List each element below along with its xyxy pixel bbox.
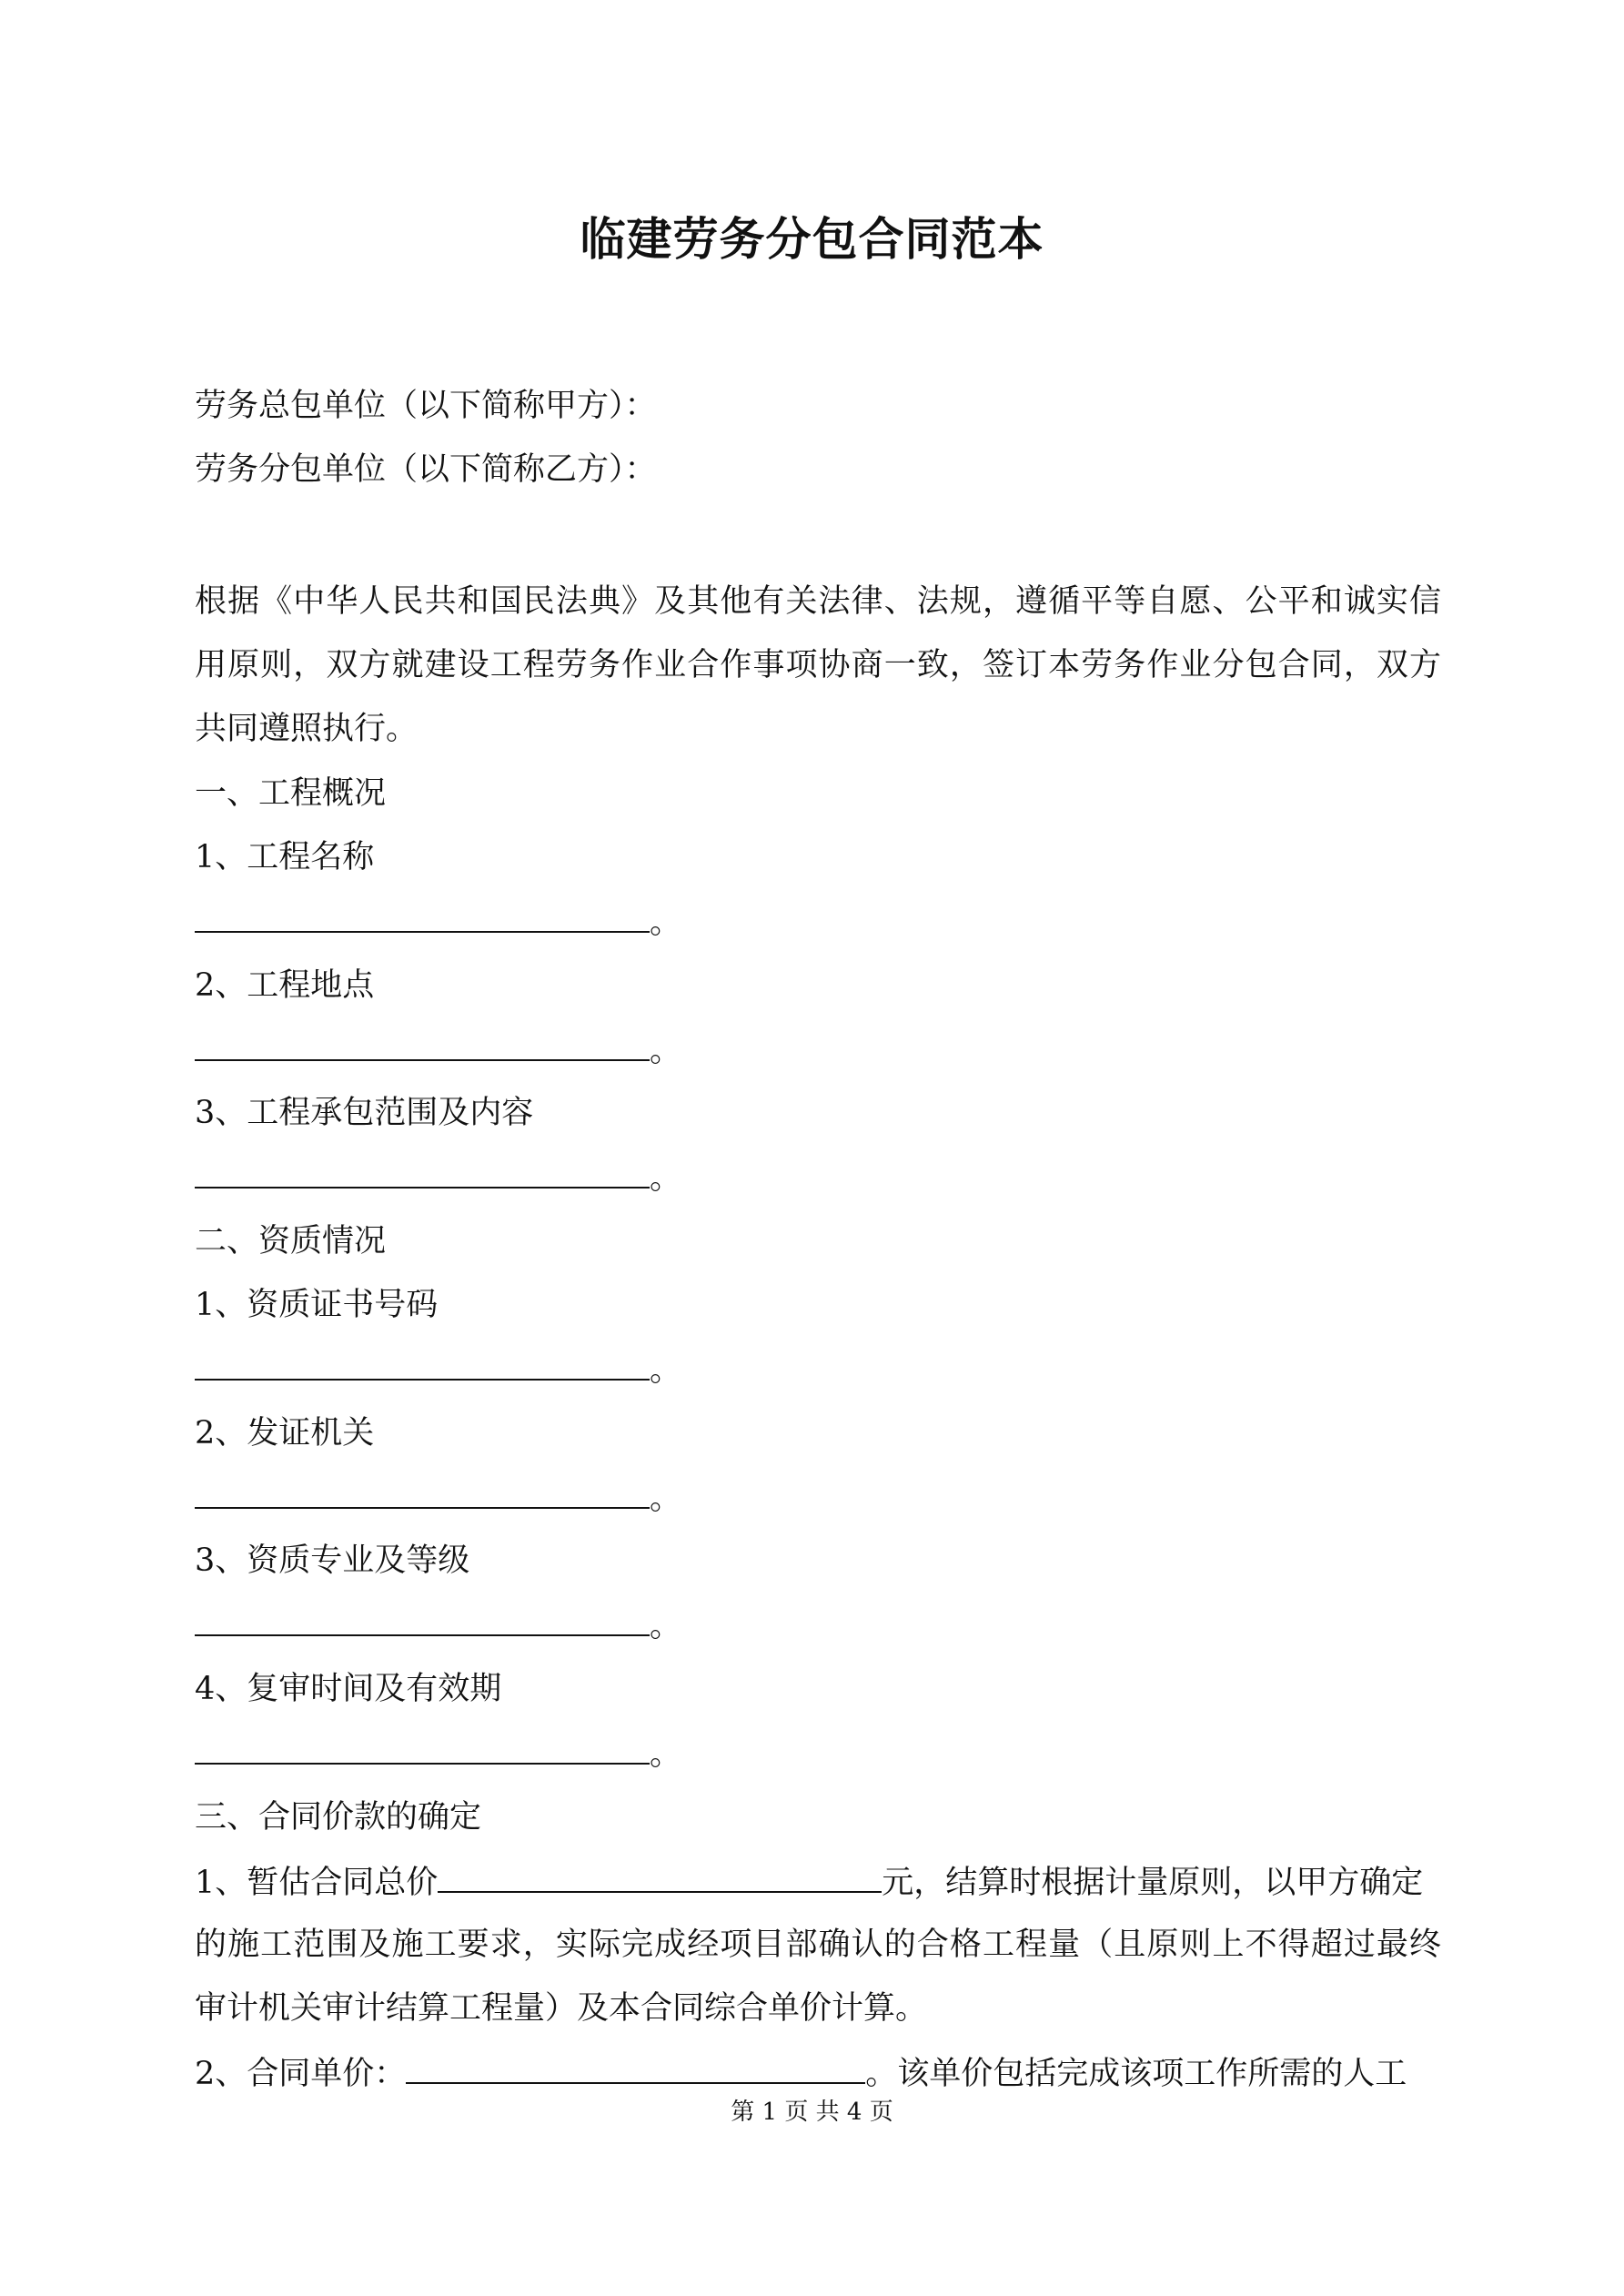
document-title: 临建劳务分包合同范本 (580, 212, 1044, 266)
fill-in-blank[interactable] (195, 1730, 650, 1765)
certificate-number-field[interactable] (195, 1346, 681, 1393)
period: 。 (650, 1736, 682, 1773)
period: 。 (650, 1033, 682, 1069)
party-b-line: 劳务分包单位（以下简称乙方）： (195, 451, 657, 488)
preamble-line-3: 共同遵照执行。 (195, 711, 419, 747)
fill-in-blank[interactable] (195, 898, 650, 933)
certificate-number-label: 1、资质证书号码 (195, 1287, 439, 1323)
fill-in-blank[interactable] (195, 1154, 650, 1188)
section-3-heading: 三、合同价款的确定 (195, 1799, 482, 1836)
total-price-line-3: 审计机关审计结算工程量）及本合同综合单价计算。 (195, 1990, 928, 2027)
section-2-heading: 二、资质情况 (195, 1223, 387, 1259)
total-price-line-2: 的施工范围及施工要求，实际完成经项目部确认的合格工程量（且原则上不得超过最终 (195, 1927, 1441, 1963)
unit-price-line (195, 2049, 1407, 2097)
qualification-grade-label: 3、资质专业及等级 (195, 1542, 470, 1579)
period: 。 (650, 1608, 682, 1644)
project-name-label: 1、工程名称 (195, 839, 375, 875)
total-price-label: 1、暂估合同总价 (195, 1865, 439, 1901)
page-footer: 第 1 页 共 4 页 (731, 2099, 893, 2126)
period: 。 (650, 1352, 682, 1389)
issuing-authority-label: 2、发证机关 (195, 1415, 375, 1451)
fill-in-blank[interactable] (195, 1602, 650, 1636)
project-scope-label: 3、工程承包范围及内容 (195, 1095, 534, 1131)
project-location-label: 2、工程地点 (195, 967, 375, 1004)
fill-in-blank[interactable] (195, 1474, 650, 1509)
fill-in-blank[interactable] (195, 1027, 650, 1061)
unit-price-text: 。该单价包括完成该项工作所需的人工 (865, 2056, 1407, 2092)
project-name-field[interactable] (195, 898, 681, 946)
preamble-line-1: 根据《中华人民共和国民法典》及其他有关法律、法规，遵循平等自愿、公平和诚实信 (195, 583, 1441, 620)
period: 。 (650, 1481, 682, 1517)
review-validity-field[interactable] (195, 1730, 681, 1777)
period: 。 (650, 1160, 682, 1197)
period: 。 (650, 905, 682, 941)
party-a-line: 劳务总包单位（以下简称甲方）： (195, 388, 657, 424)
unit-price-blank[interactable] (406, 2049, 865, 2084)
unit-price-label: 2、合同单价： (195, 2056, 407, 2092)
project-location-field[interactable] (195, 1027, 681, 1074)
total-price-text: 元，结算时根据计量原则，以甲方确定 (882, 1865, 1424, 1901)
project-scope-field[interactable] (195, 1154, 681, 1201)
review-validity-label: 4、复审时间及有效期 (195, 1671, 502, 1707)
total-price-blank[interactable] (438, 1858, 882, 1893)
section-1-heading: 一、工程概况 (195, 775, 387, 812)
qualification-grade-field[interactable] (195, 1602, 681, 1649)
preamble-line-2: 用原则，双方就建设工程劳务作业合作事项协商一致，签订本劳务作业分包合同，双方 (195, 647, 1441, 683)
fill-in-blank[interactable] (195, 1346, 650, 1381)
total-price-line-1 (195, 1858, 1423, 1906)
issuing-authority-field[interactable] (195, 1474, 681, 1522)
